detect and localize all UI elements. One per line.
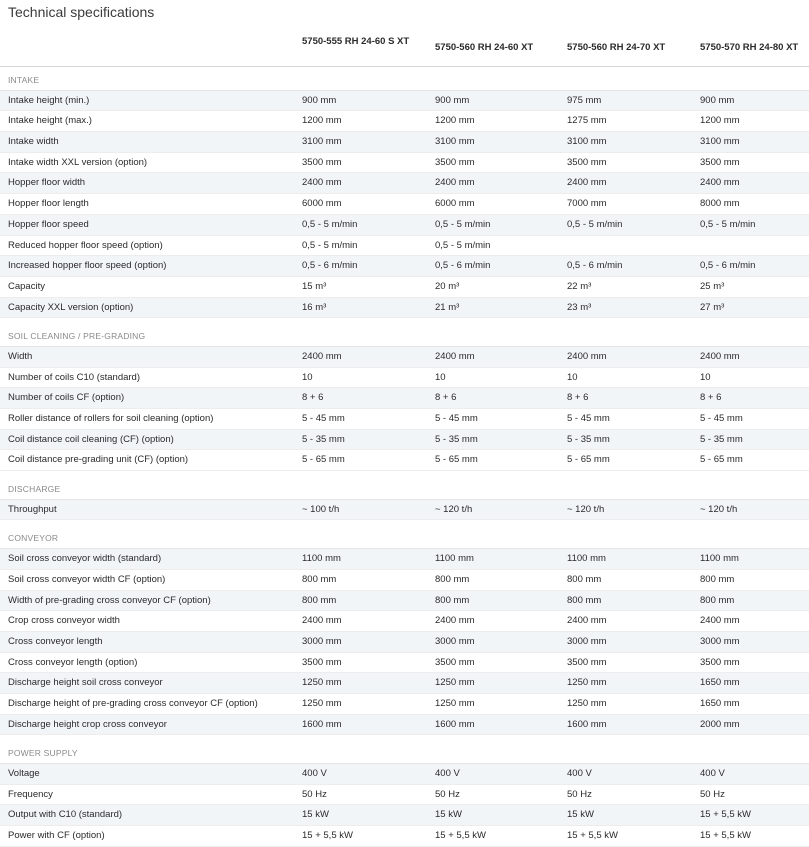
- table-cell: 0,5 - 6 m/min: [302, 260, 358, 272]
- table-cell: 1100 mm: [700, 553, 739, 565]
- table-cell: 5 - 65 mm: [700, 454, 743, 466]
- table-cell: 20 m³: [435, 280, 460, 292]
- table-row: [0, 368, 809, 389]
- table-cell: 1200 mm: [435, 115, 475, 127]
- table-cell: 8 + 6: [435, 392, 457, 404]
- table-cell: 10: [700, 371, 711, 383]
- row-label: Soil cross conveyor width (standard): [8, 553, 162, 565]
- table-row: [0, 805, 809, 826]
- table-row: [0, 826, 809, 847]
- table-row: [0, 632, 809, 653]
- table-cell: 1250 mm: [302, 697, 342, 709]
- table-cell: 3000 mm: [435, 635, 475, 647]
- table-row: [0, 694, 809, 715]
- table-cell: 25 m³: [700, 280, 725, 292]
- table-cell: 800 mm: [700, 573, 735, 585]
- table-cell: 800 mm: [302, 573, 337, 585]
- row-label: Reduced hopper floor speed (option): [8, 239, 163, 251]
- table-cell: 16 m³: [302, 301, 327, 313]
- row-label: Frequency: [8, 788, 53, 800]
- table-cell: 800 mm: [567, 573, 602, 585]
- row-label: Voltage: [8, 768, 40, 779]
- table-cell: 1200 mm: [302, 115, 342, 127]
- section-header: [0, 528, 809, 549]
- row-label: Capacity: [8, 280, 45, 292]
- table-row: [0, 347, 809, 368]
- row-label: Roller distance of rollers for soil cleaning (option): [8, 413, 214, 424]
- section-title: INTAKE: [8, 75, 40, 85]
- table-cell: 15 m³: [302, 280, 327, 292]
- table-cell: 2400 mm: [700, 177, 740, 189]
- row-label: Cross conveyor length: [8, 635, 103, 647]
- table-cell: 975 mm: [567, 94, 602, 106]
- table-cell: 0,5 - 5 m/min: [435, 218, 491, 230]
- table-cell: 3500 mm: [435, 656, 475, 668]
- table-cell: 0,5 - 6 m/min: [435, 260, 491, 272]
- row-label: Capacity XXL version (option): [8, 301, 134, 313]
- table-cell: 0,5 - 5 m/min: [435, 239, 491, 251]
- table-cell: 400 V: [435, 768, 460, 779]
- row-label: Discharge height of pre-grading cross conveyor CF (option): [8, 697, 258, 709]
- table-cell: 1600 mm: [567, 718, 607, 730]
- table-row: [0, 91, 809, 112]
- table-cell: 400 V: [700, 768, 725, 779]
- table-cell: 50 Hz: [700, 788, 725, 800]
- table-cell: 0,5 - 5 m/min: [700, 218, 756, 230]
- table-row: [0, 611, 809, 632]
- table-cell: 1100 mm: [302, 553, 341, 565]
- section-header: [0, 479, 809, 500]
- table-cell: 5 - 35 mm: [435, 433, 478, 445]
- row-label: Coil distance pre-grading unit (CF) (option): [8, 454, 189, 466]
- table-cell: 5 - 65 mm: [567, 454, 610, 466]
- table-cell: 2000 mm: [700, 718, 740, 730]
- table-cell: 5 - 45 mm: [567, 413, 610, 424]
- row-label: Width: [8, 350, 33, 362]
- table-cell: 800 mm: [435, 594, 470, 606]
- table-cell: 3500 mm: [302, 656, 342, 668]
- table-cell: 50 Hz: [302, 788, 327, 800]
- table-row: [0, 388, 809, 409]
- page-title: Technical specifications: [8, 4, 155, 20]
- table-cell: 3500 mm: [435, 156, 475, 168]
- section-gap: [0, 318, 809, 326]
- row-label: Coil distance coil cleaning (CF) (option): [8, 433, 174, 445]
- table-cell: ~ 120 t/h: [700, 503, 738, 515]
- table-cell: ~ 100 t/h: [302, 503, 340, 515]
- row-label: Hopper floor width: [8, 177, 86, 189]
- table-cell: 3100 mm: [302, 136, 342, 148]
- table-cell: 15 kW: [567, 809, 594, 821]
- table-cell: 2400 mm: [435, 350, 475, 362]
- table-cell: 3500 mm: [302, 156, 342, 168]
- table-row: [0, 194, 809, 215]
- table-cell: 1250 mm: [302, 677, 342, 689]
- table-row: [0, 673, 809, 694]
- table-cell: 8 + 6: [302, 392, 324, 404]
- section-gap: [0, 735, 809, 743]
- table-cell: 27 m³: [700, 301, 725, 313]
- table-cell: 2400 mm: [700, 350, 740, 362]
- section-gap: [0, 520, 809, 528]
- row-label: Increased hopper floor speed (option): [8, 260, 167, 272]
- table-header: [0, 30, 809, 67]
- table-cell: 6000 mm: [435, 198, 475, 210]
- table-row: [0, 409, 809, 430]
- table-cell: 5 - 65 mm: [435, 454, 478, 466]
- table-cell: 3100 mm: [567, 136, 607, 148]
- table-cell: 6000 mm: [302, 198, 342, 210]
- table-row: [0, 591, 809, 612]
- table-cell: 1250 mm: [435, 677, 475, 689]
- table-cell: 15 kW: [302, 809, 329, 821]
- table-cell: 1250 mm: [567, 697, 607, 709]
- table-cell: 2400 mm: [435, 615, 475, 627]
- table-cell: 5 - 35 mm: [567, 433, 610, 445]
- table-row: [0, 111, 809, 132]
- table-row: [0, 236, 809, 257]
- table-cell: 1650 mm: [700, 697, 740, 709]
- table-cell: 3100 mm: [700, 136, 740, 148]
- row-label: Number of coils C10 (standard): [8, 371, 140, 383]
- table-cell: 5 - 65 mm: [302, 454, 345, 466]
- table-cell: 15 + 5,5 kW: [700, 830, 751, 842]
- table-cell: 900 mm: [700, 94, 735, 106]
- section-header: [0, 70, 809, 91]
- table-row: [0, 215, 809, 236]
- table-cell: 50 Hz: [435, 788, 460, 800]
- table-cell: 8 + 6: [700, 392, 722, 404]
- table-cell: 8000 mm: [700, 198, 740, 210]
- table-cell: 1650 mm: [700, 677, 740, 689]
- table-cell: 0,5 - 6 m/min: [700, 260, 756, 272]
- table-row: [0, 653, 809, 674]
- table-cell: 15 + 5,5 kW: [302, 830, 353, 842]
- table-cell: 2400 mm: [567, 615, 607, 627]
- table-cell: 0,5 - 5 m/min: [567, 218, 623, 230]
- table-cell: 3100 mm: [435, 136, 475, 148]
- table-row: [0, 298, 809, 319]
- row-label: Intake width: [8, 136, 59, 148]
- table-cell: 800 mm: [302, 594, 337, 606]
- table-cell: ~ 120 t/h: [435, 503, 473, 515]
- table-cell: 2400 mm: [302, 350, 342, 362]
- table-cell: ~ 120 t/h: [567, 503, 605, 515]
- section-title: DISCHARGE: [8, 484, 61, 495]
- table-cell: 15 + 5,5 kW: [700, 809, 751, 821]
- table-cell: 900 mm: [435, 94, 470, 106]
- table-row: [0, 256, 809, 277]
- table-cell: 3000 mm: [567, 635, 607, 647]
- table-cell: 22 m³: [567, 280, 592, 292]
- table-cell: 7000 mm: [567, 198, 607, 210]
- section-header: [0, 743, 809, 764]
- table-cell: 21 m³: [435, 301, 460, 313]
- row-label: Crop cross conveyor width: [8, 615, 120, 627]
- column-header: 5750-570 RH 24-80 XT: [700, 42, 799, 53]
- table-cell: 2400 mm: [435, 177, 475, 189]
- section-title: POWER SUPPLY: [8, 748, 78, 759]
- table-cell: 3000 mm: [700, 635, 740, 647]
- row-label: Output with C10 (standard): [8, 809, 123, 821]
- table-cell: 15 + 5,5 kW: [435, 830, 486, 842]
- row-label: Cross conveyor length (option): [8, 656, 138, 668]
- table-cell: 5 - 45 mm: [700, 413, 743, 424]
- table-cell: 1600 mm: [302, 718, 342, 730]
- table-cell: 1100 mm: [435, 553, 474, 565]
- table-cell: 3500 mm: [567, 656, 607, 668]
- row-label: Intake height (min.): [8, 94, 90, 106]
- section-title: SOIL CLEANING / PRE-GRADING: [8, 331, 146, 342]
- table-cell: 15 kW: [435, 809, 462, 821]
- table-cell: 0,5 - 6 m/min: [567, 260, 623, 272]
- row-label: Throughput: [8, 503, 57, 515]
- table-row: [0, 764, 809, 785]
- table-row: [0, 500, 809, 521]
- column-header: 5750-555 RH 24-60 S XT: [302, 36, 410, 47]
- table-cell: 23 m³: [567, 301, 592, 313]
- table-cell: 2400 mm: [567, 177, 607, 189]
- table-cell: 800 mm: [567, 594, 602, 606]
- table-cell: 3500 mm: [700, 656, 740, 668]
- table-cell: 10: [435, 371, 446, 383]
- table-row: [0, 450, 809, 471]
- table-cell: 2400 mm: [302, 177, 342, 189]
- table-cell: 1250 mm: [435, 697, 475, 709]
- table-cell: 8 + 6: [567, 392, 589, 404]
- row-label: Number of coils CF (option): [8, 392, 125, 404]
- table-cell: 10: [302, 371, 313, 383]
- section-gap: [0, 471, 809, 479]
- table-row: [0, 153, 809, 174]
- table-cell: 3500 mm: [567, 156, 607, 168]
- table-cell: 2400 mm: [302, 615, 342, 627]
- table-cell: 3500 mm: [700, 156, 740, 168]
- table-cell: 5 - 45 mm: [435, 413, 478, 424]
- table-cell: 3000 mm: [302, 635, 342, 647]
- table-row: [0, 570, 809, 591]
- row-label: Soil cross conveyor width CF (option): [8, 573, 166, 585]
- table-cell: 5 - 35 mm: [700, 433, 743, 445]
- section-title: CONVEYOR: [8, 533, 59, 544]
- table-row: [0, 549, 809, 570]
- row-label: Power with CF (option): [8, 830, 105, 842]
- row-label: Discharge height soil cross conveyor: [8, 677, 163, 689]
- table-cell: 800 mm: [700, 594, 735, 606]
- table-cell: 400 V: [302, 768, 327, 779]
- table-cell: 900 mm: [302, 94, 337, 106]
- row-label: Discharge height crop cross conveyor: [8, 718, 167, 730]
- table-cell: 5 - 45 mm: [302, 413, 345, 424]
- table-cell: 5 - 35 mm: [302, 433, 345, 445]
- column-header: 5750-560 RH 24-60 XT: [435, 42, 534, 53]
- row-label: Width of pre-grading cross conveyor CF (option): [8, 594, 211, 606]
- column-header: 5750-560 RH 24-70 XT: [567, 42, 666, 53]
- table-cell: 0,5 - 5 m/min: [302, 218, 358, 230]
- table-cell: 10: [567, 371, 578, 383]
- row-label: Hopper floor length: [8, 198, 89, 210]
- table-cell: 0,5 - 5 m/min: [302, 239, 358, 251]
- table-cell: 1275 mm: [567, 115, 607, 127]
- table-cell: 1200 mm: [700, 115, 740, 127]
- row-label: Hopper floor speed: [8, 218, 89, 230]
- table-cell: 1100 mm: [567, 553, 606, 565]
- table-row: [0, 430, 809, 451]
- table-cell: 1250 mm: [567, 677, 607, 689]
- table-row: [0, 785, 809, 806]
- table-row: [0, 715, 809, 736]
- table-cell: 400 V: [567, 768, 592, 779]
- row-label: Intake width XXL version (option): [8, 156, 148, 168]
- section-header: [0, 326, 809, 347]
- table-cell: 2400 mm: [567, 350, 607, 362]
- table-cell: 1600 mm: [435, 718, 475, 730]
- table-row: [0, 132, 809, 153]
- table-row: [0, 173, 809, 194]
- spec-table: [0, 70, 809, 847]
- table-cell: 2400 mm: [700, 615, 740, 627]
- table-cell: 15 + 5,5 kW: [567, 830, 618, 842]
- table-row: [0, 277, 809, 298]
- table-cell: 800 mm: [435, 573, 470, 585]
- row-label: Intake height (max.): [8, 115, 92, 127]
- table-cell: 50 Hz: [567, 788, 592, 800]
